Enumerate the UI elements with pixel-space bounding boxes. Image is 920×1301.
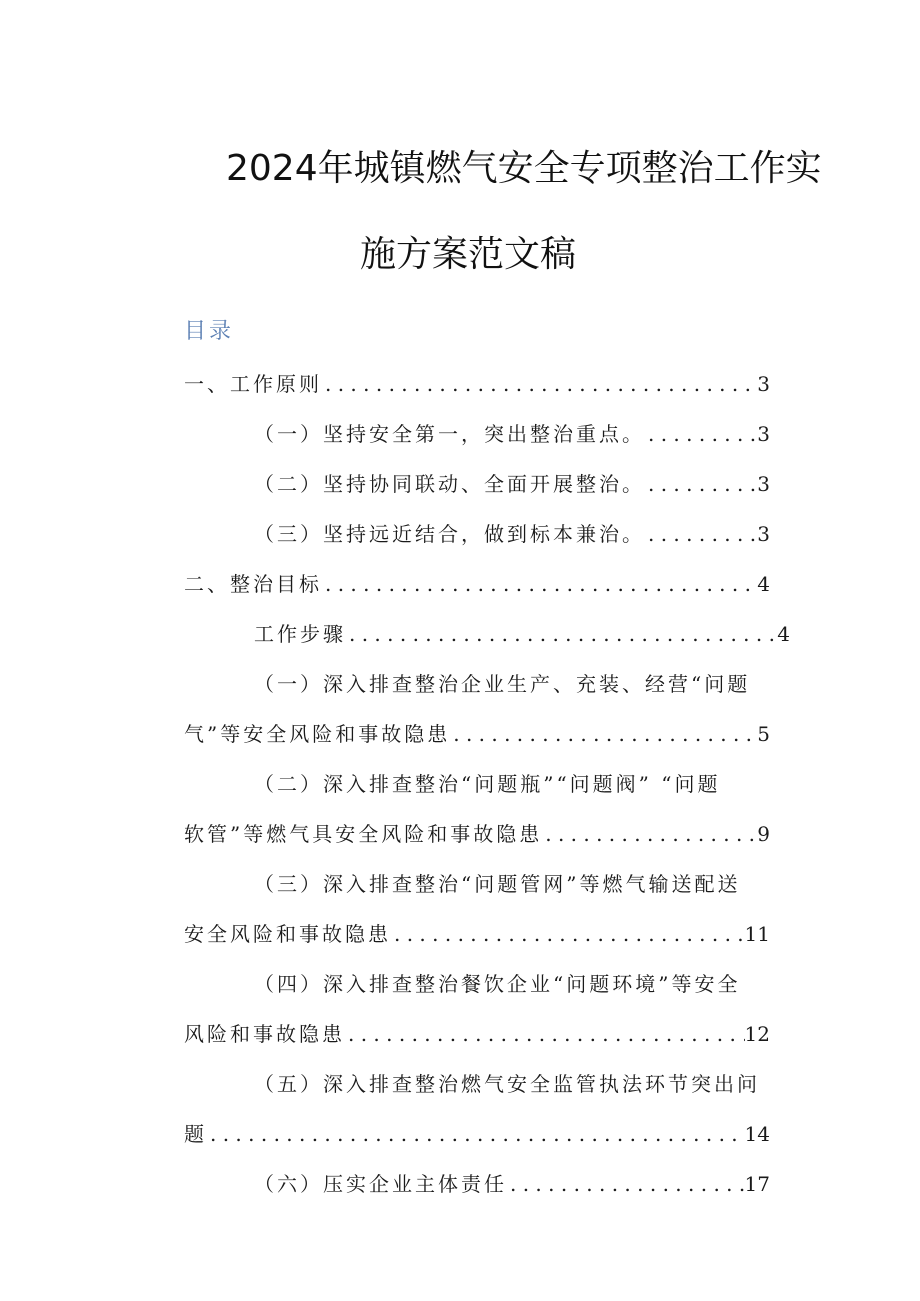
toc-page-number: 5 <box>757 722 770 746</box>
toc-page-number: 3 <box>757 422 770 446</box>
toc-entry-first-line[interactable]: （四）深入排查整治餐饮企业“问题环境”等安全 <box>254 972 741 996</box>
toc-entry-text: （二）坚持协同联动、全面开展整治。 <box>254 472 645 496</box>
toc-page-number: 14 <box>744 1122 770 1146</box>
toc-entry[interactable] <box>184 818 770 848</box>
toc-page-number: 17 <box>744 1172 770 1196</box>
toc-entry[interactable] <box>184 368 770 398</box>
toc-entry[interactable] <box>184 1118 770 1148</box>
toc-entry[interactable] <box>254 468 770 498</box>
toc-leader-dots <box>542 822 757 846</box>
toc-entry-text: 气”等安全风险和事故隐患 <box>184 722 451 746</box>
toc-entry-text: 风险和事故隐患 <box>184 1022 345 1046</box>
toc-entry[interactable] <box>254 618 790 648</box>
toc-page-number: 3 <box>757 372 770 396</box>
toc-leader-dots <box>391 922 745 946</box>
toc-page-number: 4 <box>757 572 770 596</box>
toc-page-number: 3 <box>757 522 770 546</box>
toc-entry-text: 安全风险和事故隐患 <box>184 922 391 946</box>
toc-leader-dots <box>645 422 757 446</box>
toc-entry[interactable] <box>254 518 770 548</box>
toc-leader-dots <box>507 1172 745 1196</box>
toc-page-number: 12 <box>744 1022 770 1046</box>
toc-page-number: 3 <box>757 472 770 496</box>
toc-entry[interactable] <box>184 918 770 948</box>
toc-entry[interactable] <box>184 1018 770 1048</box>
toc-entry-first-line[interactable]: （一）深入排查整治企业生产、充装、经营“问题 <box>254 672 751 696</box>
toc-heading: 目录 <box>184 319 235 344</box>
toc-entry[interactable] <box>254 1168 770 1198</box>
toc-leader-dots <box>346 622 777 646</box>
toc-entry-text: （三）坚持远近结合，做到标本兼治。 <box>254 522 645 546</box>
document-title-line-2: 施方案范文稿 <box>360 234 577 275</box>
toc-leader-dots <box>345 1022 745 1046</box>
document-title-line-1: 2024年城镇燃气安全专项整治工作实 <box>226 148 822 189</box>
toc-entry-text: （六）压实企业主体责任 <box>254 1172 507 1196</box>
toc-leader-dots <box>207 1122 745 1146</box>
toc-entry-first-line[interactable]: （五）深入排查整治燃气安全监管执法环节突出问 <box>254 1072 760 1096</box>
toc-entry-first-line[interactable]: （三）深入排查整治“问题管网”等燃气输送配送 <box>254 872 741 896</box>
toc-entry-text: 工作步骤 <box>254 622 346 646</box>
toc-entry-text: （一）坚持安全第一，突出整治重点。 <box>254 422 645 446</box>
toc-leader-dots <box>322 572 757 596</box>
toc-entry[interactable] <box>184 718 770 748</box>
toc-entry-text: 一、工作原则 <box>184 372 322 396</box>
toc-page-number: 4 <box>777 622 790 646</box>
toc-entry[interactable] <box>184 568 770 598</box>
toc-page-number: 11 <box>744 922 770 946</box>
toc-entry[interactable] <box>254 418 770 448</box>
toc-page-number: 9 <box>757 822 770 846</box>
toc-leader-dots <box>450 722 757 746</box>
toc-leader-dots <box>645 522 757 546</box>
toc-entry-text: 软管”等燃气具安全风险和事故隐患 <box>184 822 543 846</box>
toc-leader-dots <box>645 472 757 496</box>
toc-leader-dots <box>322 372 757 396</box>
toc-entry-first-line[interactable]: （二）深入排查整治“问题瓶”“问题阀” “问题 <box>254 772 721 796</box>
toc-entry-text: 题 <box>184 1122 207 1146</box>
toc-entry-text: 二、整治目标 <box>184 572 322 596</box>
